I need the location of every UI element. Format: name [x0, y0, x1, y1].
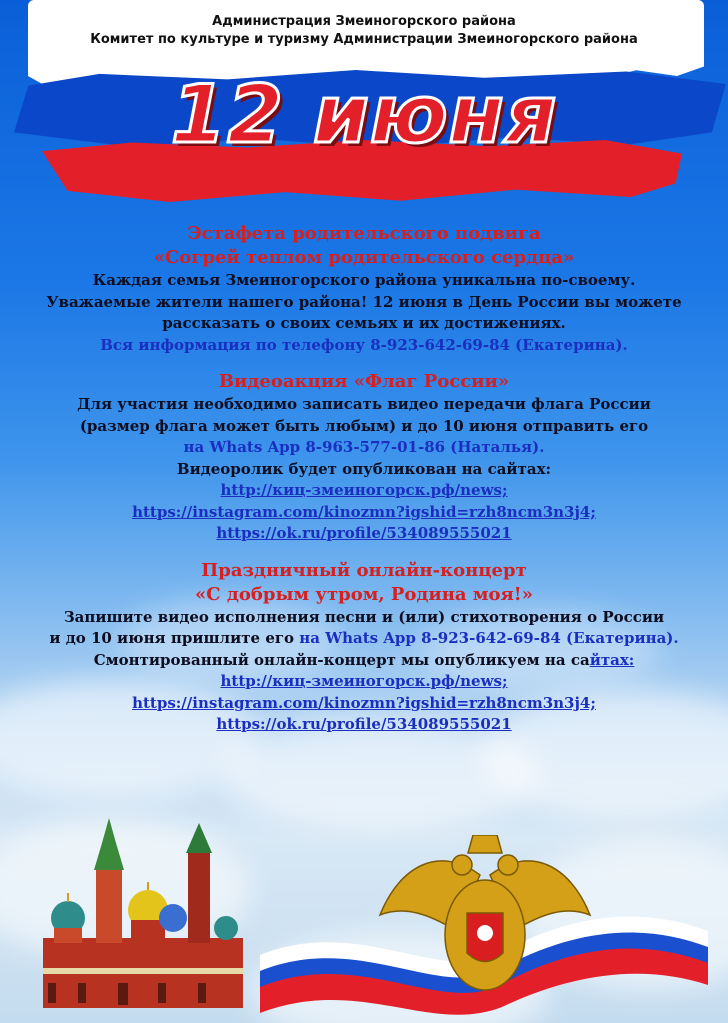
flag-video-text-4: Видеоролик будет опубликован на сайтах:	[176, 459, 552, 478]
concert-heading: Праздничный онлайн-концерт	[201, 559, 527, 581]
russian-coat-of-arms-icon	[240, 835, 710, 1015]
concert-text-1: Запишите видео исполнения песни и (или) стихотворения о России	[63, 607, 665, 626]
flag-video-whatsapp: на Whats App 8-963-577-01-86 (Наталья).	[183, 438, 545, 456]
relay-subheading: «Согрей теплом родительского сердца»	[153, 247, 575, 268]
link-instagram[interactable]: https://instagram.com/kinozmn?igshid=rzh8ncm3n3j4;	[132, 502, 596, 521]
content	[0, 222, 728, 736]
header-administration: Администрация Змеиногорского района	[212, 14, 516, 29]
link-ok-profile[interactable]: https://ok.ru/profile/534089555021	[216, 715, 512, 733]
section-concert	[0, 559, 728, 736]
page-title: 12 июня	[170, 68, 558, 161]
relay-heading: Эстафета родительского подвига	[187, 223, 541, 244]
concert-whatsapp: на Whats App 8-923-642-69-84 (Екатерина).	[299, 629, 679, 647]
relay-text-1: Каждая семья Змеиногорского района уникальна по-своему.	[92, 271, 636, 289]
section-flag-video	[0, 370, 728, 545]
flag-video-text-2: (размер флага может быть любым) и до 10 июня отправить его	[79, 416, 649, 435]
flag-video-text-1: Для участия необходимо записать видео передачи флага России	[77, 395, 651, 413]
relay-text-2: Уважаемые жители нашего района! 12 июня в День России вы можете	[46, 292, 682, 311]
link-kic-site[interactable]: http://киц-змеиногорск.рф/news;	[220, 672, 508, 690]
relay-text-3: рассказать о своих семьях и их достижениях.	[162, 314, 566, 332]
section-relay	[0, 222, 728, 356]
relay-phone: Вся информация по телефону 8-923-642-69-84 (Екатерина).	[100, 335, 628, 354]
concert-text-3a: Смонтированный онлайн-концерт мы опубликуем на са	[93, 650, 590, 669]
concert-text-3b: йтах:	[589, 650, 635, 669]
flag-video-heading: Видеоакция «Флаг России»	[218, 371, 510, 392]
concert-subheading: «С добрым утром, Родина моя!»	[195, 583, 533, 605]
link-ok-profile[interactable]: https://ok.ru/profile/534089555021	[216, 524, 512, 542]
header-committee: Комитет по культуре и туризму Администрации Змеиногорского района	[90, 32, 638, 47]
link-instagram[interactable]: https://instagram.com/kinozmn?igshid=rzh8ncm3n3j4;	[132, 693, 596, 712]
st-basils-cathedral-illustration	[38, 818, 248, 1008]
concert-text-2a: и до 10 июня пришлите его	[49, 629, 300, 647]
link-kic-site[interactable]: http://киц-змеиногорск.рф/news;	[220, 481, 508, 499]
